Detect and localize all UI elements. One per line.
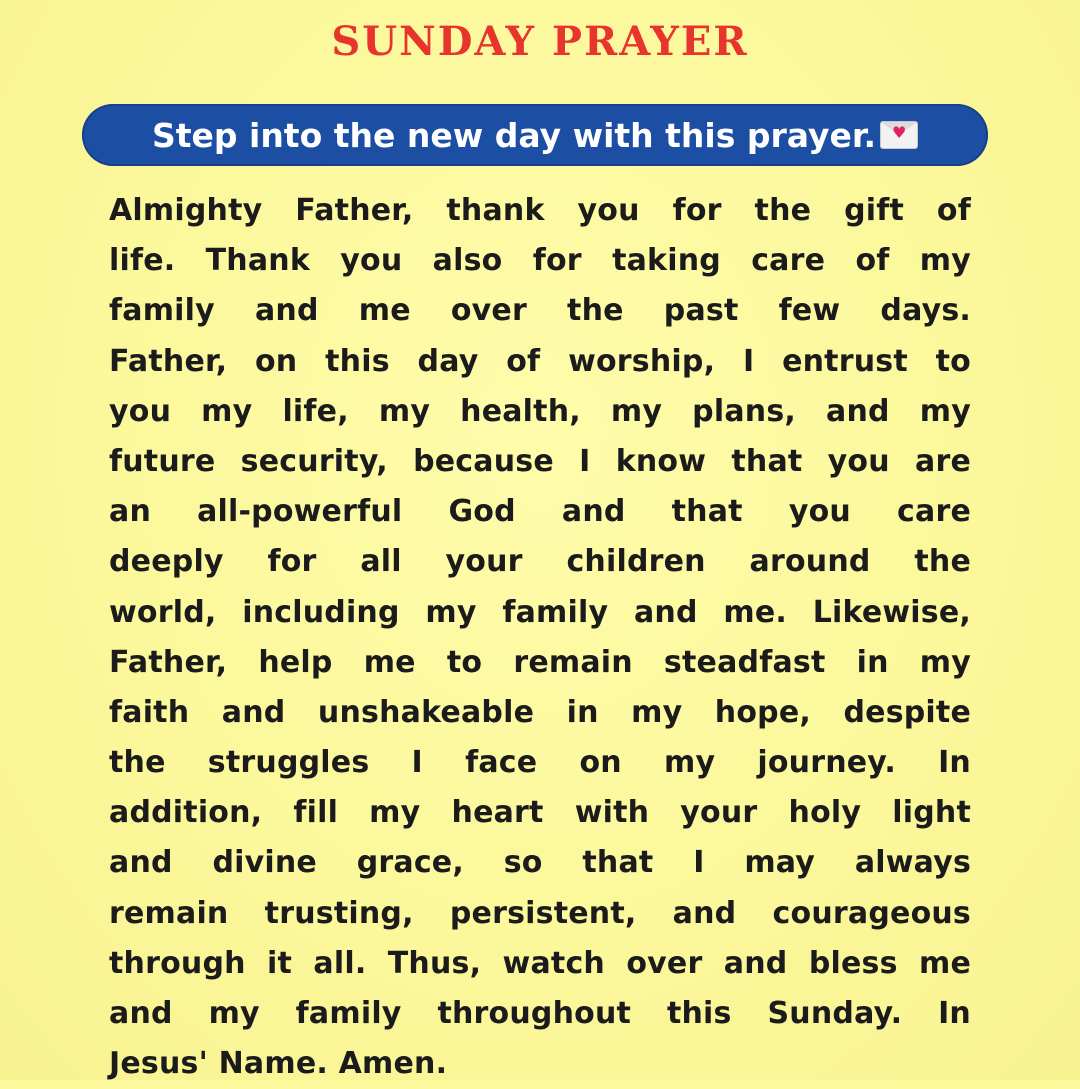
prayer-line: remain trusting, persistent, and courageous (109, 895, 971, 931)
prayer-line: family and me over the past few days. (109, 293, 971, 329)
prayer-line: world, including my family and me. Likewise, (109, 594, 971, 630)
prayer-line: life. Thank you also for taking care of my (109, 243, 971, 279)
prayer-line: Jesus' Name. Amen. (109, 1046, 448, 1082)
prayer-line: Almighty Father, thank you for the gift of (109, 193, 971, 228)
prayer-line: future security, because I know that you are (109, 443, 971, 479)
prayer-line: addition, fill my heart with your holy light (109, 795, 971, 831)
prayer-line: Father, on this day of worship, I entrust to (109, 343, 971, 379)
prayer-line: and divine grace, so that I may always (109, 845, 971, 881)
prayer-line: and my family throughout this Sunday. In (109, 996, 971, 1031)
prayer-line: Father, help me to remain steadfast in my (109, 644, 971, 680)
banner-text: Step into the new day with this prayer. (151, 115, 877, 155)
prayer-line: faith and unshakeable in my hope, despite (109, 694, 971, 730)
prayer-line: you my life, my health, my plans, and my (109, 393, 971, 429)
page-title: SUNDAY PRAYER (331, 18, 749, 65)
prayer-line: through it all. Thus, watch over and bless me (109, 945, 971, 981)
prayer-line: deeply for all your children around the (109, 544, 971, 580)
love-letter-icon: ♥ (880, 121, 918, 149)
prayer-text (109, 186, 971, 1089)
prayer-line: the struggles I face on my journey. In (109, 745, 971, 781)
subtitle-banner (82, 104, 988, 166)
prayer-line: an all-powerful God and that you care (109, 494, 971, 530)
